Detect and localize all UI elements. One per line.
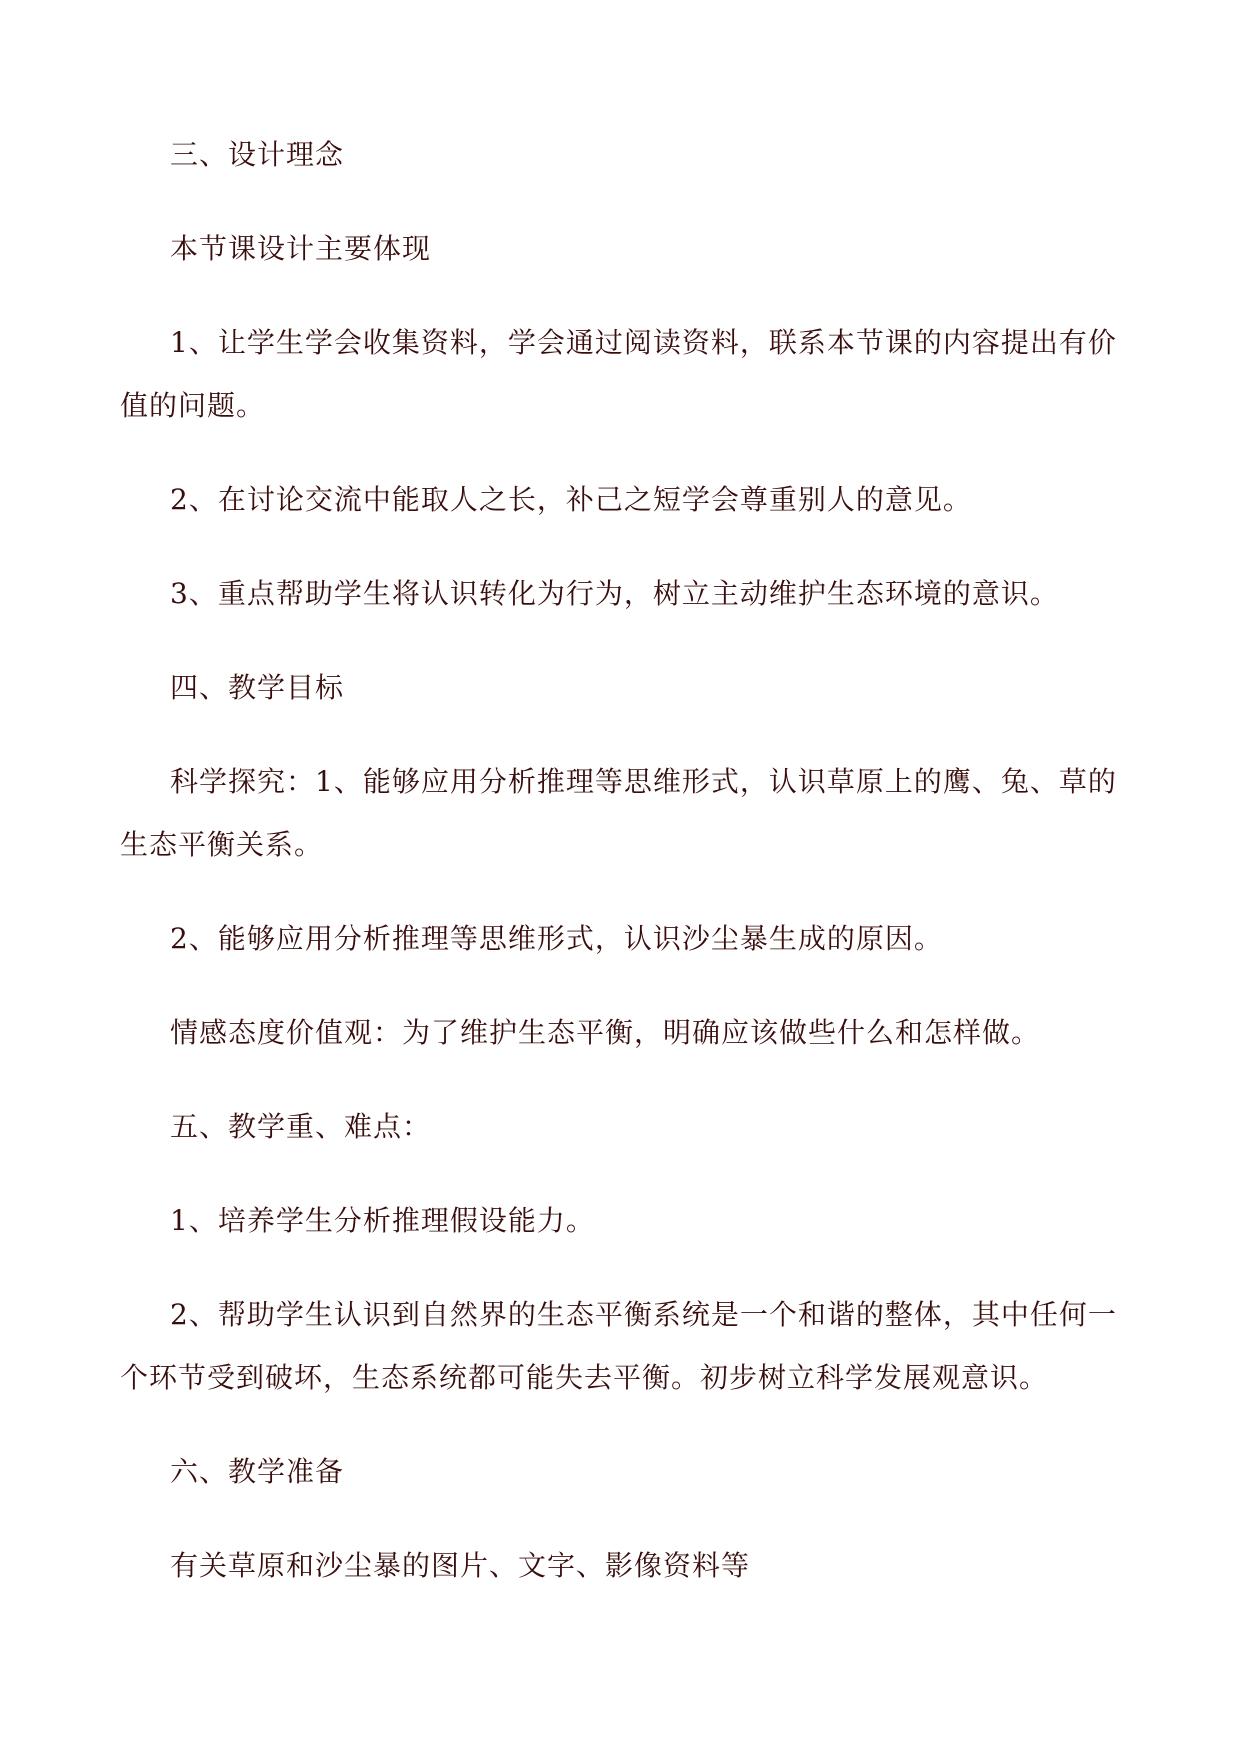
paragraph-science-inquiry: 科学探究：1、能够应用分析推理等思维形式，认识草原上的鹰、兔、草的生态平衡关系。	[120, 765, 1117, 861]
paragraph-intro: 本节课设计主要体现	[170, 232, 432, 265]
paragraph-key-1: 1、培养学生分析推理假设能力。	[170, 1204, 595, 1237]
paragraph-emotion-values: 情感态度价值观：为了维护生态平衡，明确应该做些什么和怎样做。	[170, 1016, 1041, 1049]
paragraph-point-3: 3、重点帮助学生将认识转化为行为，树立主动维护生态环境的意识。	[170, 577, 1059, 610]
paragraph-sandstorm: 2、能够应用分析推理等思维形式，认识沙尘暴生成的原因。	[170, 922, 943, 955]
paragraph-point-2: 2、在讨论交流中能取人之长，补己之短学会尊重别人的意见。	[170, 483, 972, 516]
heading-teaching-goals: 四、教学目标	[170, 671, 345, 704]
heading-design-concept: 三、设计理念	[170, 138, 345, 171]
heading-teaching-preparation: 六、教学准备	[170, 1455, 345, 1488]
paragraph-materials: 有关草原和沙尘暴的图片、文字、影像资料等	[170, 1549, 751, 1582]
document-body	[120, 123, 1125, 1628]
heading-key-difficult-points: 五、教学重、难点：	[170, 1110, 432, 1143]
paragraph-key-2: 2、帮助学生认识到自然界的生态平衡系统是一个和谐的整体，其中任何一个环节受到破坏，生态系统都可能失去平衡。初步树立科学发展观意识。	[120, 1298, 1117, 1394]
paragraph-point-1: 1、让学生学会收集资料，学会通过阅读资料，联系本节课的内容提出有价值的问题。	[120, 326, 1117, 422]
